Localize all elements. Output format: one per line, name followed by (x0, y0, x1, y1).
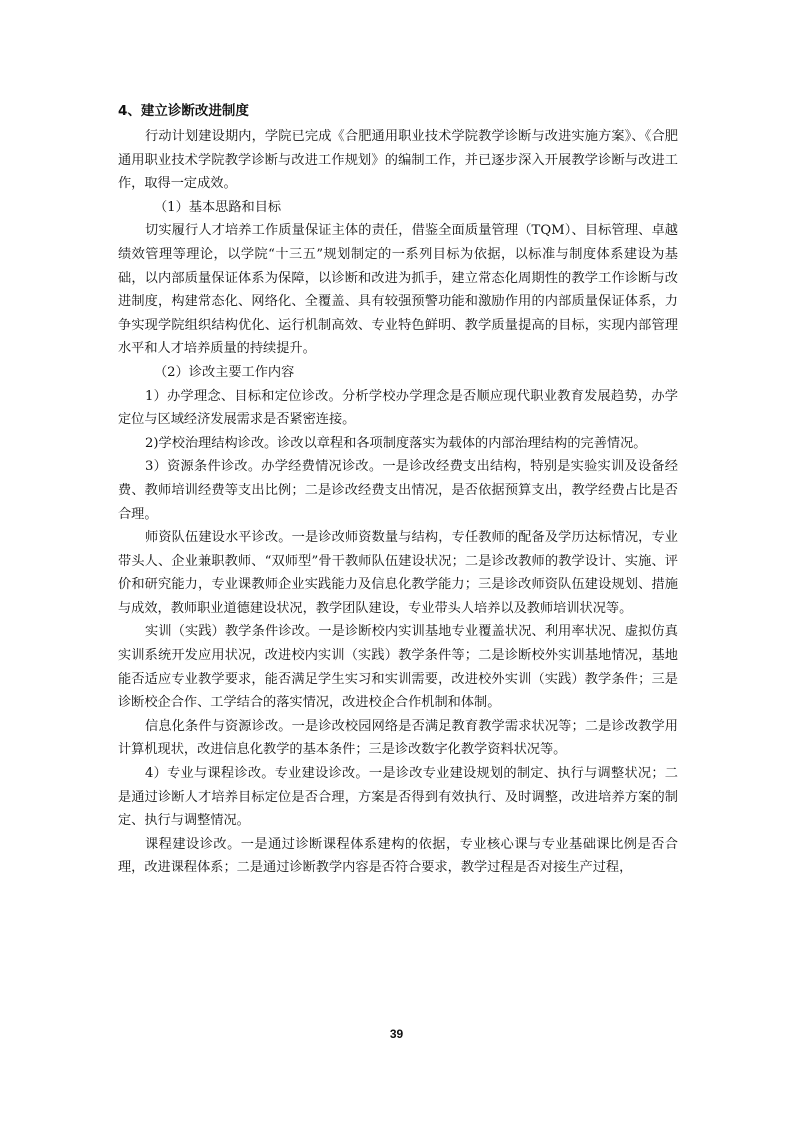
paragraph-curriculum: 课程建设诊改。一是通过诊断课程体系建构的依据，专业核心课与专业基础课比例是否合理，改进课程体系；二是通过诊断教学内容是否符合要求，教学过程是否对接生产过程， (118, 836, 678, 876)
intro-paragraph: 行动计划建设期内，学院已完成《合肥通用职业技术学院教学诊断与改进实施方案》、《合肥通用职业技术学院教学诊断与改进工作规划》的编制工作，并已逐步深入开展教学诊断与改进工作，取得一定成效。 (118, 129, 678, 192)
subheading-main-work: （2）诊改主要工作内容 (154, 364, 295, 380)
paragraph-faculty: 师资队伍建设水平诊改。一是诊改师资数量与结构，专任教师的配备及学历达标情况，专业带头人、企业兼职教师、“双师型”骨干教师队伍建设状况；二是诊改教师的教学设计、实施、评价和研究能力，专业课教师企业实践能力及信息化教学能力；三是诊改师资队伍建设规划、措施与成效，教师职业道德建设状况，教学团队建设，专业带头人培养以及教师培训状况等。 (118, 530, 678, 616)
paragraph-specialty: 4）专业与课程诊改。专业建设诊改。一是诊改专业建设规划的制定、执行与调整状况；二是通过诊断人才培养目标定位是否合理，方案是否得到有效执行、及时调整，改进培养方案的制定、执行与调整情况。 (118, 766, 678, 829)
page-number: 39 (389, 1027, 404, 1041)
goals-paragraph: 切实履行人才培养工作质量保证主体的责任，借鉴全面质量管理（TQM）、目标管理、卓越绩效管理等理论，以学院“十三五”规划制定的一系列目标为依据，以标准与制度体系建设为基础，以内部质量保证体系为保障，以诊断和改进为抓手，建立常态化周期性的教学工作诊断与改进制度，构建常态化、网络化、全覆盖、具有较强预警功能和激励作用的内部质量保证体系，力争实现学院组织结构优化、运行机制高效、专业特色鲜明、教学质量提高的目标，实现内部管理水平和人才培养质量的持续提升。 (118, 223, 678, 357)
section-heading: 4、建立诊断改进制度 (118, 103, 249, 119)
document-body (118, 98, 678, 880)
paragraph-resources: 3）资源条件诊改。办学经费情况诊改。一是诊改经费支出结构，特别是实验实训及设备经费、教师培训经费等支出比例；二是诊改经费支出情况，是否依据预算支出，教学经费占比是否合理。 (118, 459, 678, 522)
paragraph-philosophy: 1）办学理念、目标和定位诊改。分析学校办学理念是否顺应现代职业教育发展趋势，办学定位与区域经济发展需求是否紧密连接。 (118, 388, 678, 428)
paragraph-governance: 2)学校治理结构诊改。诊改以章程和各项制度落实为载体的内部治理结构的完善情况。 (145, 435, 647, 451)
subheading-basic-approach: （1）基本思路和目标 (154, 199, 282, 215)
paragraph-informatization: 信息化条件与资源诊改。一是诊改校园网络是否满足教育教学需求状况等；二是诊改教学用计算机现状，改进信息化教学的基本条件；三是诊改数字化教学资料状况等。 (118, 718, 678, 758)
paragraph-training: 实训（实践）教学条件诊改。一是诊断校内实训基地专业覆盖状况、利用率状况、虚拟仿真实训系统开发应用状况，改进校内实训（实践）教学条件等；二是诊断校外实训基地情况，基地能否适应专业教学要求，能否满足学生实习和实训需要，改进校外实训（实践）教学条件；三是诊断校企合作、工学结合的落实情况，改进校企合作机制和体制。 (118, 624, 678, 711)
